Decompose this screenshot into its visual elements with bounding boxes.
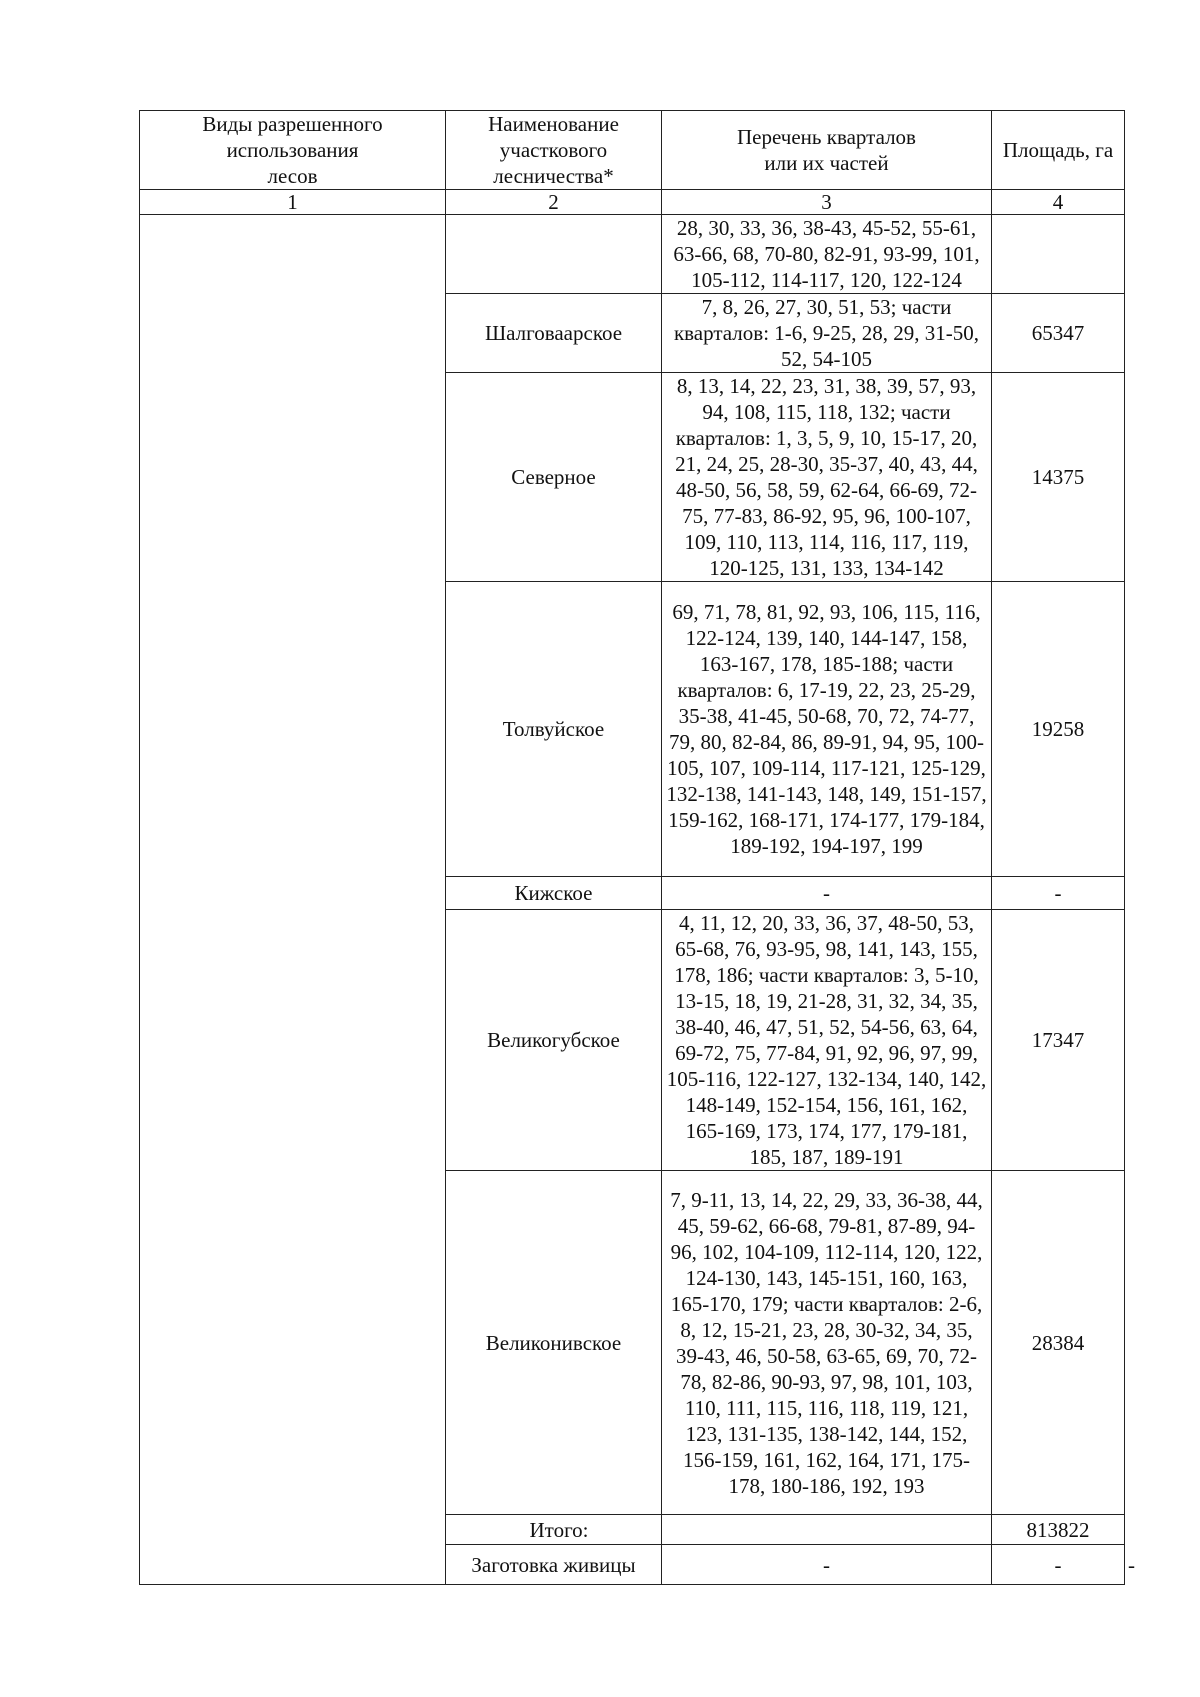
- forestry-cell: Великонивское: [446, 1171, 662, 1515]
- quarters-cell: 7, 9-11, 13, 14, 22, 29, 33, 36-38, 44, 45, 59-62, 66-68, 79-81, 87-89, 94-96, 102, 104-109, 112-114, 120, 122, 124-130, 143, 145-151, 160, 163, 165-170, 179; части кварталов: 2-6, 8, 12, 15-21, 23, 28, 30-32, 34, 35, 39-43, 46, 50-58, 63-65, 69, 70, 72-78, 82-86, 90-93, 97, 98, 101, 103, 110, 111, 115, 116, 118, 119, 121, 123, 131-135, 138-142, 144, 152, 156-159, 161, 162, 164, 171, 175-178, 180-186, 192, 193: [662, 1171, 992, 1515]
- table-row: [140, 215, 1125, 294]
- quarters-cell: 8, 13, 14, 22, 23, 31, 38, 39, 57, 93, 94, 108, 115, 118, 132; части кварталов: 1, 3, 5, 9, 10, 15-17, 20, 21, 24, 25, 28-30, 35-37, 40, 43, 44, 48-50, 56, 58, 59, 62-64, 66-69, 72-75, 77-83, 86-92, 95, 96, 100-107, 109, 110, 113, 114, 116, 117, 119, 120-125, 131, 133, 134-142: [662, 373, 992, 582]
- forestry-cell: Великогубское: [446, 910, 662, 1171]
- forestry-cell: Кижское: [446, 877, 662, 910]
- area-cell: 19258: [992, 582, 1125, 877]
- header-quarters: Перечень кварталов или их частей: [662, 111, 992, 190]
- quarters-cell: -: [662, 877, 992, 910]
- quarters-cell: 69, 71, 78, 81, 92, 93, 106, 115, 116, 122-124, 139, 140, 144-147, 158, 163-167, 178, 185-188; части кварталов: 6, 17-19, 22, 23, 25-29, 35-38, 41-45, 50-68, 70, 72, 74-77, 79, 80, 82-84, 86, 89-91, 94, 95, 100-105, 107, 109-114, 117-121, 125-129, 132-138, 141-143, 148, 149, 151-157, 159-162, 168-171, 174-177, 179-184, 189-192, 194-197, 199: [662, 582, 992, 877]
- column-number: 3: [662, 190, 992, 215]
- use-type-cell: [140, 215, 446, 1585]
- header-area: Площадь, га: [992, 111, 1125, 190]
- column-number: 2: [446, 190, 662, 215]
- forestry-cell: [446, 215, 662, 294]
- total-area: 813822: [992, 1515, 1125, 1545]
- area-cell: -: [992, 877, 1125, 910]
- header-forestry: Наименование участкового лесничества*: [446, 111, 662, 190]
- quarters-cell: 28, 30, 33, 36, 38-43, 45-52, 55-61, 63-66, 68, 70-80, 82-91, 93-99, 101, 105-112, 114-117, 120, 122-124: [662, 215, 992, 294]
- column-number: 4: [992, 190, 1125, 215]
- column-number-row: [140, 190, 1125, 215]
- column-number: 1: [140, 190, 446, 215]
- area-cell: 65347: [992, 294, 1125, 373]
- table-header-row: [140, 111, 1125, 190]
- area-cell: 14375: [992, 373, 1125, 582]
- table-row: Заготовка живицы - - -: [140, 1545, 1125, 1585]
- use-type-cell: Заготовка живицы: [446, 1545, 662, 1585]
- total-quarters-cell: [662, 1515, 992, 1545]
- quarters-cell: 4, 11, 12, 20, 33, 36, 37, 48-50, 53, 65-68, 76, 93-95, 98, 141, 143, 155, 178, 186; части кварталов: 3, 5-10, 13-15, 18, 19, 21-28, 31, 32, 34, 35, 38-40, 46, 47, 51, 52, 54-56, 63, 64, 69-72, 75, 77-84, 91, 92, 96, 97, 99, 105-116, 122-127, 132-134, 140, 142, 148-149, 152-154, 156, 161, 162, 165-169, 173, 174, 177, 179-181, 185, 187, 189-191: [662, 910, 992, 1171]
- header-use-type: Виды разрешенного использования лесов: [140, 111, 446, 190]
- quarters-cell: 7, 8, 26, 27, 30, 51, 53; части кварталов: 1-6, 9-25, 28, 29, 31-50, 52, 54-105: [662, 294, 992, 373]
- forestry-cell: -: [662, 1545, 992, 1585]
- quarters-cell: -: [992, 1545, 1125, 1585]
- forestry-cell: Шалговаарское: [446, 294, 662, 373]
- area-cell: 17347: [992, 910, 1125, 1171]
- forestry-cell: Северное: [446, 373, 662, 582]
- forest-use-table: [139, 110, 1135, 1585]
- area-cell: [992, 215, 1125, 294]
- forestry-cell: Толвуйское: [446, 582, 662, 877]
- area-cell: 28384: [992, 1171, 1125, 1515]
- total-label: Итого:: [446, 1515, 662, 1545]
